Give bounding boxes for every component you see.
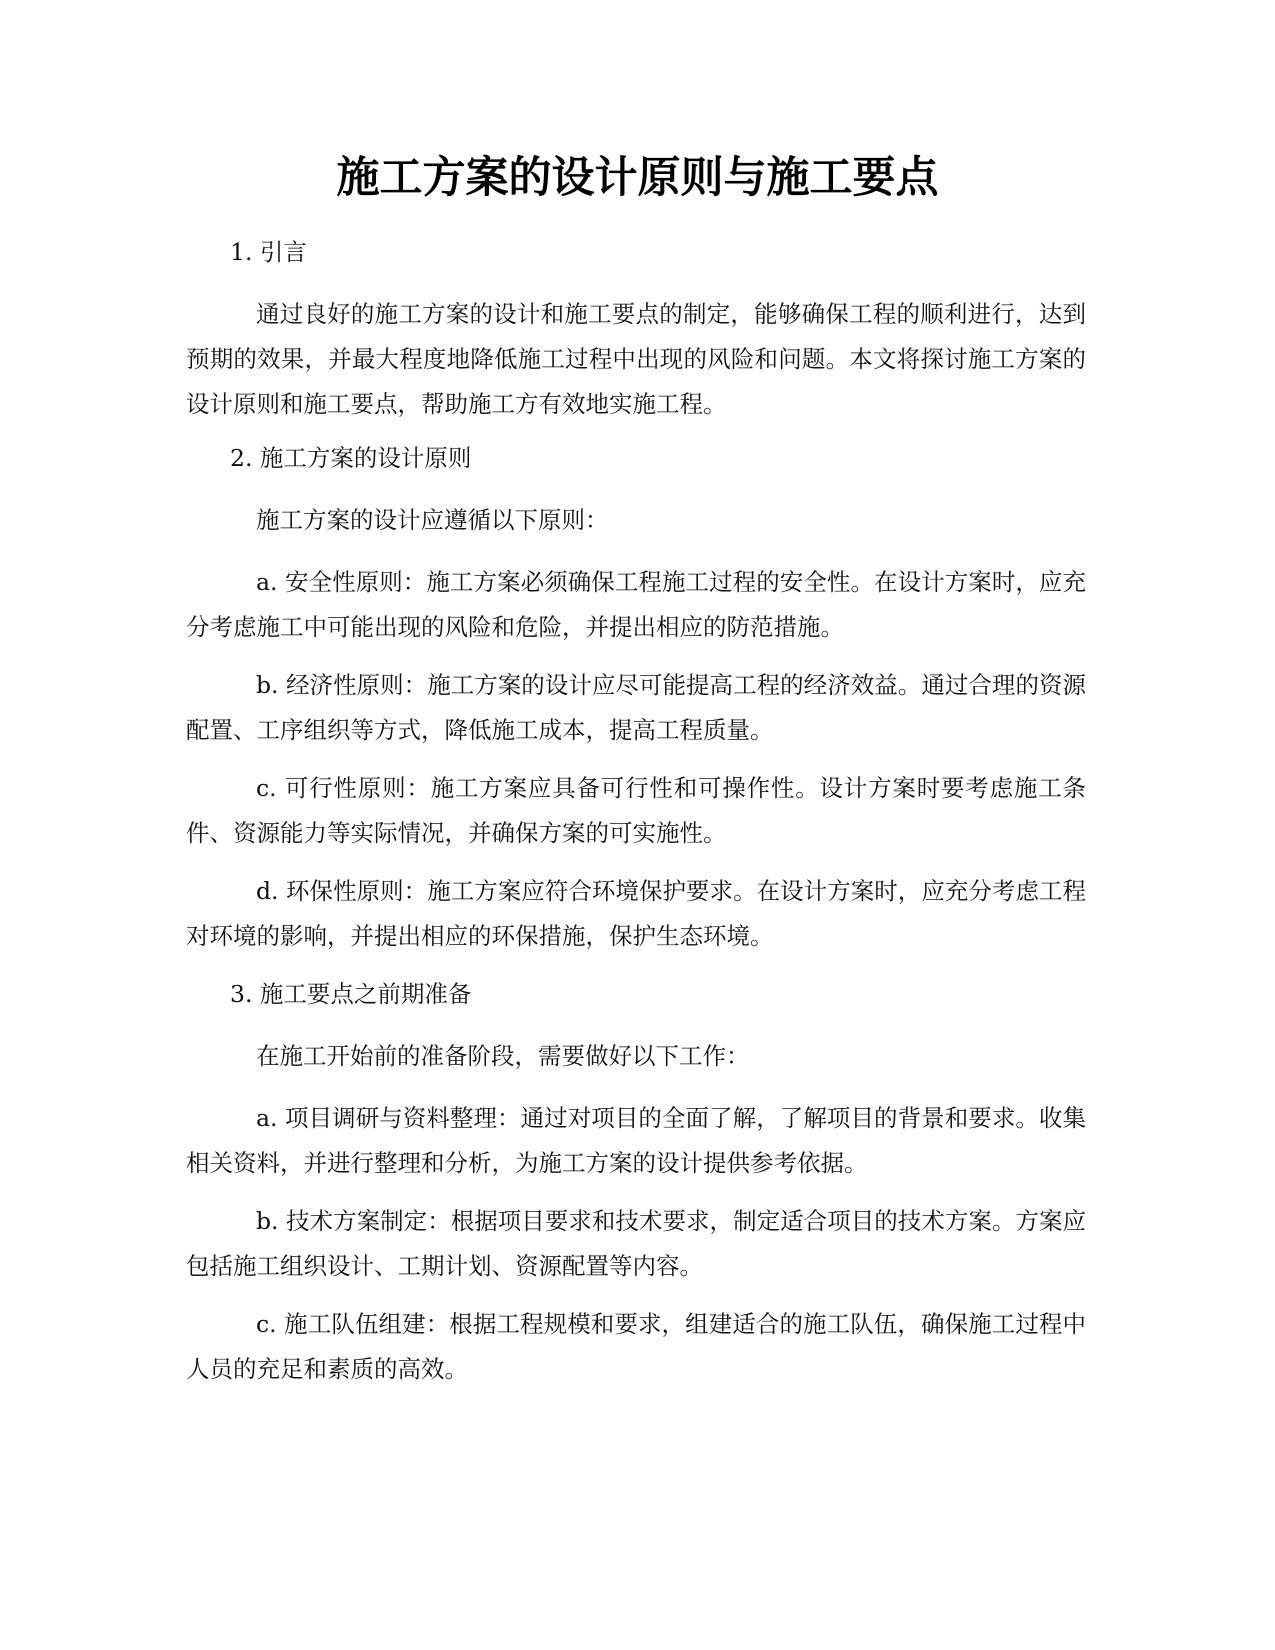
paragraph-economy-principle: b. 经济性原则：施工方案的设计应尽可能提高工程的经济效益。通过合理的资源配置、工序组织等方式，降低施工成本，提高工程质量。: [186, 671, 1086, 744]
document-title: 施工方案的设计原则与施工要点: [336, 153, 939, 203]
paragraph-preparation-intro: 在施工开始前的准备阶段，需要做好以下工作：: [256, 1042, 750, 1070]
paragraph-team-building: c. 施工队伍组建：根据工程规模和要求，组建适合的施工队伍，确保施工过程中人员的充足和素质的高效。: [186, 1310, 1086, 1383]
paragraph-introduction: 通过良好的施工方案的设计和施工要点的制定，能够确保工程的顺利进行，达到预期的效果，并最大程度地降低施工过程中出现的风险和问题。本文将探讨施工方案的设计原则和施工要点，帮助施工方有效地实施工程。: [186, 300, 1086, 418]
paragraph-principles-intro: 施工方案的设计应遵循以下原则：: [256, 506, 609, 534]
paragraph-safety-principle: a. 安全性原则：施工方案必须确保工程施工过程的安全性。在设计方案时，应充分考虑施工中可能出现的风险和危险，并提出相应的防范措施。: [186, 568, 1086, 641]
paragraph-project-research: a. 项目调研与资料整理：通过对项目的全面了解，了解项目的背景和要求。收集相关资料，并进行整理和分析，为施工方案的设计提供参考依据。: [186, 1104, 1086, 1177]
paragraph-environment-principle: d. 环保性原则：施工方案应符合环境保护要求。在设计方案时，应充分考虑工程对环境的影响，并提出相应的环保措施，保护生态环境。: [186, 877, 1086, 950]
section-heading-design-principles: 2. 施工方案的设计原则: [230, 444, 472, 472]
section-heading-preparation: 3. 施工要点之前期准备: [230, 980, 472, 1008]
paragraph-feasibility-principle: c. 可行性原则：施工方案应具备可行性和可操作性。设计方案时要考虑施工条件、资源能力等实际情况，并确保方案的可实施性。: [186, 774, 1086, 847]
section-heading-introduction: 1. 引言: [230, 238, 307, 266]
paragraph-technical-plan: b. 技术方案制定：根据项目要求和技术要求，制定适合项目的技术方案。方案应包括施工组织设计、工期计划、资源配置等内容。: [186, 1207, 1086, 1280]
